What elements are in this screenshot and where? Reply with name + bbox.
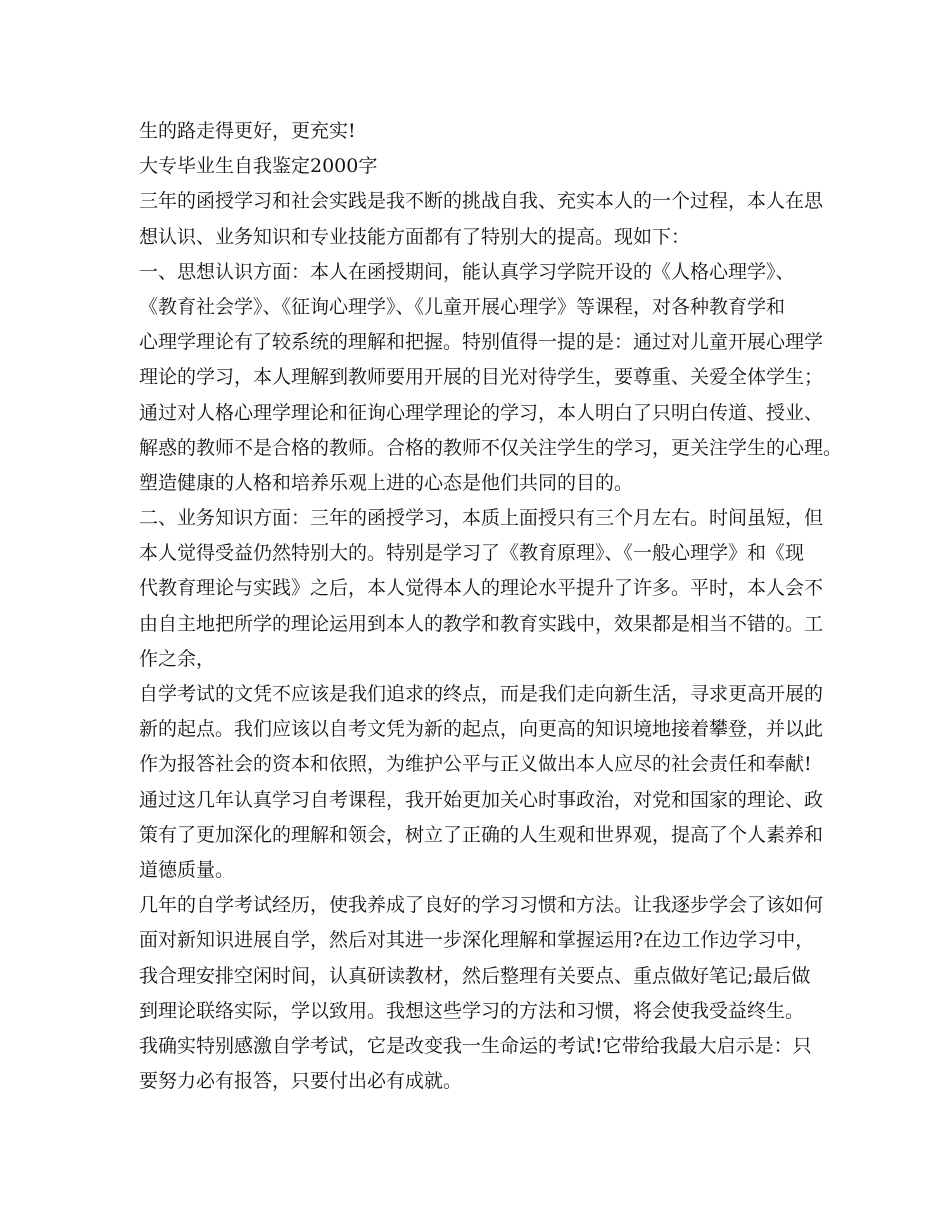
text-line: 道德质量。: [139, 858, 235, 881]
text-line: 自学考试的文凭不应该是我们追求的终点，而是我们走向新生活，寻求更高开展的: [139, 683, 824, 705]
section-heading: 大专毕业生自我鉴定2000字: [139, 155, 378, 178]
text-line: 作之余，: [139, 647, 216, 670]
text-line: 我确实特别感激自学考试，它是改变我一生命运的考试!它带给我最大启示是：只: [139, 1034, 812, 1057]
text-line: 我合理安排空闲时间，认真研读教材，然后整理有关要点、重点做好笔记;最后做: [139, 964, 811, 987]
document-body: [139, 114, 843, 1099]
text-line: 三年的函授学习和社会实践是我不断的挑战自我、充实本人的一个过程，本人在思: [139, 190, 824, 213]
text-line: 塑造健康的人格和培养乐观上进的心态是他们共同的目的。: [139, 471, 634, 494]
text-line: 通过这几年认真学习自考课程，我开始更加关心时事政治，对党和国家的理论、政: [139, 788, 824, 811]
text-line: 几年的自学考试经历，使我养成了良好的学习习惯和方法。让我逐步学会了该如何: [139, 894, 824, 917]
text-line: 心理学理论有了较系统的理解和把握。特别值得一提的是：通过对儿童开展心理学: [139, 331, 824, 354]
text-line: 解惑的教师不是合格的教师。合格的教师不仅关注学生的学习，更关注学生的心理。: [139, 436, 843, 459]
text-line: 生的路走得更好，更充实!: [139, 120, 356, 142]
text-line: 新的起点。我们应该以自考文凭为新的起点，向更高的知识境地接着攀登，并以此: [139, 718, 824, 741]
text-line: 面对新知识进展自学，然后对其进一步深化理解和掌握运用?在边工作边学习中，: [139, 929, 815, 952]
text-line: 由自主地把所学的理论运用到本人的教学和教育实践中，效果都是相当不错的。工: [139, 612, 824, 635]
text-line: 一、思想认识方面：本人在函授期间，能认真学习学院开设的《人格心理学》、: [139, 260, 795, 283]
text-line: 通过对人格心理学理论和征询心理学理论的学习，本人明白了只明白传道、授业、: [139, 401, 824, 424]
text-line: 本人觉得受益仍然特别大的。特别是学习了《教育原理》、《一般心理学》和《现: [139, 542, 805, 565]
text-line: 理论的学习，本人理解到教师要用开展的目光对待学生，要尊重、关爱全体学生；: [139, 366, 824, 389]
text-line: 想认识、业务知识和专业技能方面都有了特别大的提高。现如下：: [139, 225, 691, 248]
text-line: 代教育理论与实践》之后，本人觉得本人的理论水平提升了许多。平时，本人会不: [139, 577, 824, 600]
text-line: 《教育社会学》、《征询心理学》、《儿童开展心理学》等课程，对各种教育学和: [139, 295, 786, 318]
text-line: 策有了更加深化的理解和领会，树立了正确的人生观和世界观，提高了个人素养和: [139, 823, 824, 846]
text-line: 作为报答社会的资本和依照，为维护公平与正义做出本人应尽的社会责任和奉献!: [139, 753, 812, 776]
text-line: 二、业务知识方面：三年的函授学习，本质上面授只有三个月左右。时间虽短，但: [139, 507, 824, 530]
text-line: 要努力必有报答，只要付出必有成就。: [139, 1070, 463, 1093]
text-line: 到理论联络实际，学以致用。我想这些学习的方法和习惯，将会使我受益终生。: [139, 999, 805, 1022]
